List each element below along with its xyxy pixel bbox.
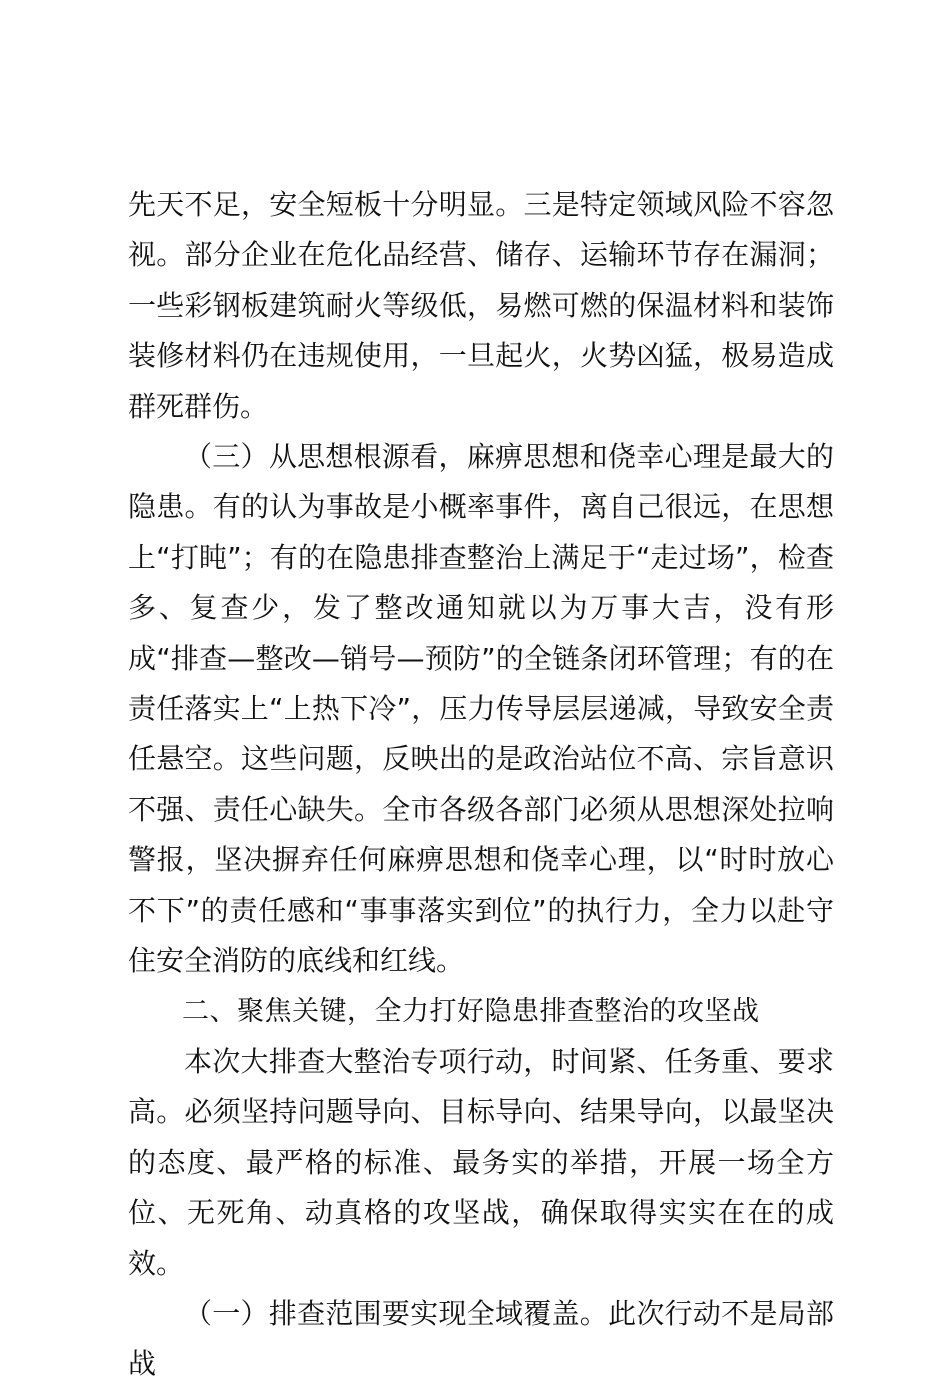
paragraph-continuation: 先天不足，安全短板十分明显。三是特定领域风险不容忽视。部分企业在危化品经营、储存、运输环节存在漏洞；一些彩钢板建筑耐火等级低，易燃可燃的保温材料和装饰装修材料仍在违规使用，一旦起火，火势凶猛，极易造成群死群伤。 — [128, 188, 834, 423]
paragraph-section-three: （三）从思想根源看，麻痹思想和侥幸心理是最大的隐患。有的认为事故是小概率事件，离自己很远，在思想上“打盹”；有的在隐患排查整治上满足于“走过场”，检查多、复查少，发了整改通知就以为万事大吉，没有形成“排查—整改—销号—预防”的全链条闭环管理；有的在责任落实上“上热下冷”，压力传导层层递减，导致安全责任悬空。这些问题，反映出的是政治站位不高、宗旨意识不强、责任心缺失。全市各级各部门必须从思想深处拉响警报，坚决摒弃任何麻痹思想和侥幸心理，以“时时放心不下”的责任感和“事事落实到位”的执行力，全力以赴守住安全消防的底线和红线。 — [128, 440, 834, 978]
document-body — [128, 180, 834, 1390]
paragraph-subsection-one: （一）排查范围要实现全域覆盖。此次行动不是局部战 — [128, 1296, 834, 1381]
paragraph-campaign-intro: 本次大排查大整治专项行动，时间紧、任务重、要求高。必须坚持问题导向、目标导向、结果导向，以最坚决的态度、最严格的标准、最务实的举措，开展一场全方位、无死角、动真格的攻坚战，确保取得实实在在的成效。 — [128, 1044, 834, 1280]
section-heading-two: 二、聚焦关键，全力打好隐患排查整治的攻坚战 — [182, 995, 760, 1027]
